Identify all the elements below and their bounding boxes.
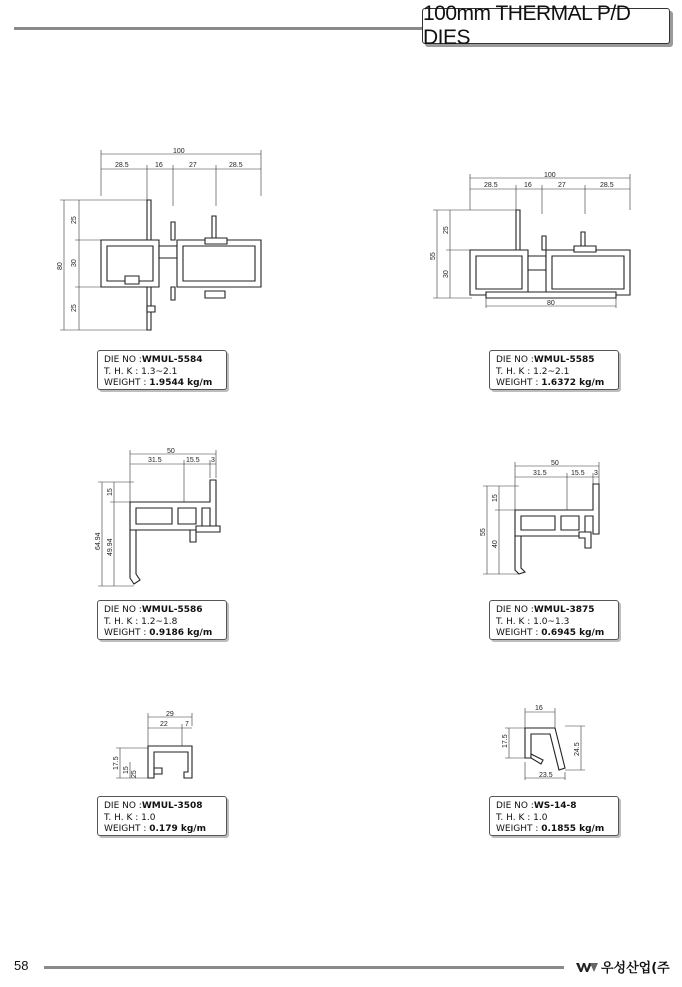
die-info-wmul-3508 [97, 796, 227, 836]
die-info-wmul-5586 [97, 600, 227, 640]
header-rule [14, 27, 426, 30]
thk-label: T. H. K : [104, 616, 139, 627]
thk-value: 1.0 [533, 812, 548, 823]
dim-h3: 25 [71, 304, 78, 312]
company-name: 우성산업(주 [601, 961, 670, 976]
die-no-label: DIE NO : [104, 605, 142, 615]
thk-label: T. H. K : [104, 812, 139, 823]
profile-drawing-wmul-3875 [475, 456, 615, 586]
dim-b: 7 [185, 721, 189, 728]
dim-c: 3 [594, 470, 598, 477]
dim-h1: 25 [443, 226, 450, 234]
thk-value: 1.2~1.8 [141, 616, 178, 627]
thk-label: T. H. K : [496, 366, 531, 377]
dim-h2: 15 [123, 766, 130, 774]
thk-value: 1.0~1.3 [533, 616, 570, 627]
page-number: 58 [14, 958, 29, 973]
weight-value: 0.1855 kg/m [541, 824, 605, 834]
weight-value: 0.179 kg/m [149, 824, 206, 834]
weight-label: WEIGHT : [104, 628, 147, 638]
thk-label: T. H. K : [104, 366, 139, 377]
die-no-value: WMUL-5585 [533, 355, 595, 365]
die-info-ws-14-8 [489, 796, 619, 836]
dim-b: 16 [524, 182, 532, 189]
dim-d: 28.5 [229, 162, 243, 169]
die-no-label: DIE NO : [104, 355, 142, 365]
dim-a: 28.5 [484, 182, 498, 189]
dim-overall: 50 [551, 460, 559, 467]
dim-bottom: 80 [547, 300, 555, 307]
dim-b: 15.5 [186, 457, 200, 464]
die-info-wmul-5584 [97, 350, 227, 390]
dim-total: 55 [430, 252, 437, 260]
dim-c: 27 [189, 162, 197, 169]
company-logo [576, 957, 670, 976]
weight-value: 0.6945 kg/m [541, 628, 605, 638]
dim-h1: 15 [492, 494, 499, 502]
weight-value: 1.9544 kg/m [149, 378, 213, 388]
dim-h2: 40 [492, 540, 499, 548]
dim-h3: 25 [131, 770, 138, 778]
die-no-value: WS-14-8 [533, 801, 577, 811]
dim-h2: 30 [71, 259, 78, 267]
dim-h1: 17.5 [113, 756, 120, 770]
dim-bottom: 23.5 [539, 772, 553, 779]
dim-a: 31.5 [533, 470, 547, 477]
dim-a: 28.5 [115, 162, 129, 169]
dim-a: 22 [160, 721, 168, 728]
dim-overall: 29 [166, 711, 174, 718]
dim-c: 3 [211, 457, 215, 464]
dim-total: 80 [57, 262, 64, 270]
weight-label: WEIGHT : [496, 824, 539, 834]
die-info-wmul-5585 [489, 350, 619, 390]
dim-left: 17.5 [502, 734, 509, 748]
dim-h2: 30 [443, 270, 450, 278]
die-no-label: DIE NO : [496, 605, 534, 615]
die-no-label: DIE NO : [104, 801, 142, 811]
thk-label: T. H. K : [496, 616, 531, 627]
die-no-value: WMUL-3508 [141, 801, 203, 811]
weight-label: WEIGHT : [104, 824, 147, 834]
thk-label: T. H. K : [496, 812, 531, 823]
dim-h2: 49.94 [107, 538, 114, 556]
dim-overall: 50 [167, 448, 175, 455]
dim-b: 15.5 [571, 470, 585, 477]
dim-top: 16 [535, 705, 543, 712]
weight-label: WEIGHT : [104, 378, 147, 388]
dim-overall: 100 [173, 148, 185, 155]
dim-total: 55 [480, 528, 487, 536]
weight-label: WEIGHT : [496, 628, 539, 638]
profile-drawing-wmul-5584 [55, 146, 275, 346]
dim-d: 28.5 [600, 182, 614, 189]
profile-drawing-ws-14-8 [495, 700, 595, 790]
die-no-label: DIE NO : [496, 355, 534, 365]
dim-total: 64.94 [95, 532, 102, 550]
thk-value: 1.0 [141, 812, 156, 823]
die-no-value: WMUL-5586 [141, 605, 203, 615]
dim-c: 27 [558, 182, 566, 189]
thk-value: 1.3~2.1 [141, 366, 178, 377]
profile-drawing-wmul-5585 [430, 170, 640, 315]
page-title: 100mm THERMAL P/D DIES [422, 8, 670, 44]
weight-label: WEIGHT : [496, 378, 539, 388]
dim-b: 16 [155, 162, 163, 169]
die-no-value: WMUL-5584 [141, 355, 203, 365]
dim-a: 31.5 [148, 457, 162, 464]
die-no-value: WMUL-3875 [533, 605, 595, 615]
thk-value: 1.2~2.1 [533, 366, 570, 377]
weight-value: 0.9186 kg/m [149, 628, 213, 638]
die-no-label: DIE NO : [496, 801, 534, 811]
footer-rule [44, 966, 564, 969]
profile-drawing-wmul-3508 [108, 706, 208, 786]
dim-h1: 25 [71, 216, 78, 224]
ws-logo-icon [576, 961, 598, 973]
die-info-wmul-3875 [489, 600, 619, 640]
dim-h1: 15 [107, 488, 114, 496]
weight-value: 1.6372 kg/m [541, 378, 605, 388]
dim-right: 24.5 [574, 742, 581, 756]
profile-drawing-wmul-5586 [90, 444, 240, 594]
dim-overall: 100 [544, 172, 556, 179]
